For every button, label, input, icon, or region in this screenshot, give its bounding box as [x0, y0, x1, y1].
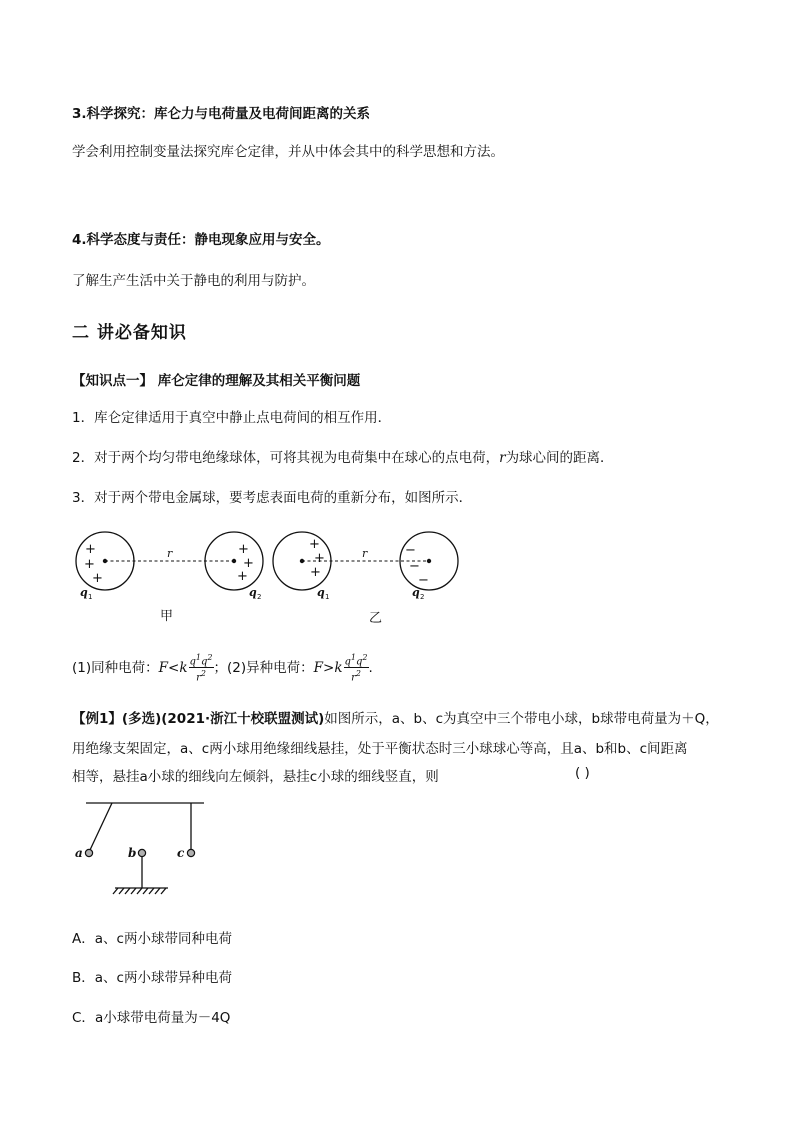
minus-charge: −	[405, 543, 416, 558]
option-a: A．a、c两小球带同种电荷	[72, 931, 232, 947]
string-a	[90, 803, 112, 850]
charge-label-q1-right: q	[317, 586, 325, 599]
subscript-2: 2	[257, 593, 262, 601]
kp1-item-1: 1．库仑定律适用于真空中静止点电荷间的相互作用．	[72, 410, 392, 426]
ball-a	[85, 849, 92, 856]
center-dot	[103, 559, 107, 563]
plus-charge: +	[92, 571, 103, 586]
plus-charge: +	[309, 537, 320, 552]
example1-line3: 相等，悬挂a小球的细线向左倾斜，悬挂c小球的细线竖直，则	[72, 769, 439, 785]
kp1-title: 【知识点一】 库仑定律的理解及其相关平衡问题	[72, 373, 361, 389]
option-b: B．a、c两小球带异种电荷	[72, 970, 232, 986]
section3-body: 学会利用控制变量法探究库仑定律，并从中体会其中的科学思想和方法。	[72, 144, 504, 160]
label-c: c	[177, 846, 185, 860]
subscript-2: 2	[420, 593, 425, 601]
minus-charge: −	[418, 573, 429, 588]
subscript-1: 1	[88, 593, 93, 601]
distance-label-left: r	[167, 547, 173, 560]
coulomb-spheres-figure	[0, 520, 794, 630]
caption-jia: 甲	[160, 609, 174, 624]
kp1-item-2: 2．对于两个均匀带电绝缘球体，可将其视为电荷集中在球心的点电荷，r为球心间的距离．	[72, 450, 614, 466]
fraction-q1q2-over-r2: $\frac{q^1q^2}{r^2}$	[344, 653, 368, 684]
charge-label-q1-left: q	[80, 586, 88, 599]
kp1-item-3: 3．对于两个带电金属球，要考虑表面电荷的重新分布，如图所示．	[72, 490, 473, 506]
label-b: b	[128, 846, 137, 860]
charge-label-q2-right: q	[412, 586, 420, 599]
plus-charge: +	[238, 542, 249, 557]
plus-charge: +	[237, 569, 248, 584]
minus-charge: −	[409, 559, 420, 574]
section4-heading: 4.科学态度与责任：静电现象应用与安全。	[72, 232, 330, 248]
subscript-1: 1	[325, 593, 330, 601]
option-c: C．a小球带电荷量为－4Q	[72, 1010, 231, 1026]
ball-c	[187, 849, 194, 856]
label-a: a	[75, 846, 83, 860]
section4-body: 了解生产生活中关于静电的利用与防护。	[72, 273, 315, 289]
example1-line2: 用绝缘支架固定，a、c两小球用绝缘细线悬挂，处于平衡状态时三小球球心等高，且a、b和b、c间距离	[72, 741, 688, 757]
caption-yi: 乙	[369, 611, 383, 626]
center-dot	[300, 559, 304, 563]
center-dot	[427, 559, 431, 563]
distance-label-right: r	[362, 547, 368, 560]
coulomb-inequality: (1)同种电荷：F<k $\frac{q^1q^2}{r^2}$ ；(2)异种电荷：F>k $\frac{q^1q^2}{r^2}$ .	[72, 653, 373, 684]
section3-heading: 3.科学探究：库仑力与电荷量及电荷间距离的关系	[72, 106, 371, 122]
ball-b	[138, 849, 145, 856]
plus-charge: +	[314, 551, 325, 566]
plus-charge: +	[310, 565, 321, 580]
fraction-q1q2-over-r2: $\frac{q^1q^2}{r^2}$	[189, 653, 213, 684]
center-dot	[232, 559, 236, 563]
answer-parentheses: ( )	[575, 765, 590, 781]
charge-label-q2-left: q	[249, 586, 257, 599]
plus-charge: +	[243, 556, 254, 571]
plus-charge: +	[84, 557, 95, 572]
example1-line1: 【例1】(多选)(2021·浙江十校联盟测试)如图所示，a、b、c为真空中三个带电小球，b球带电荷量为＋Q，	[72, 711, 719, 727]
part2-title: 二 讲必备知识	[72, 323, 187, 343]
plus-charge: +	[85, 542, 96, 557]
hanging-balls-figure	[0, 795, 794, 905]
